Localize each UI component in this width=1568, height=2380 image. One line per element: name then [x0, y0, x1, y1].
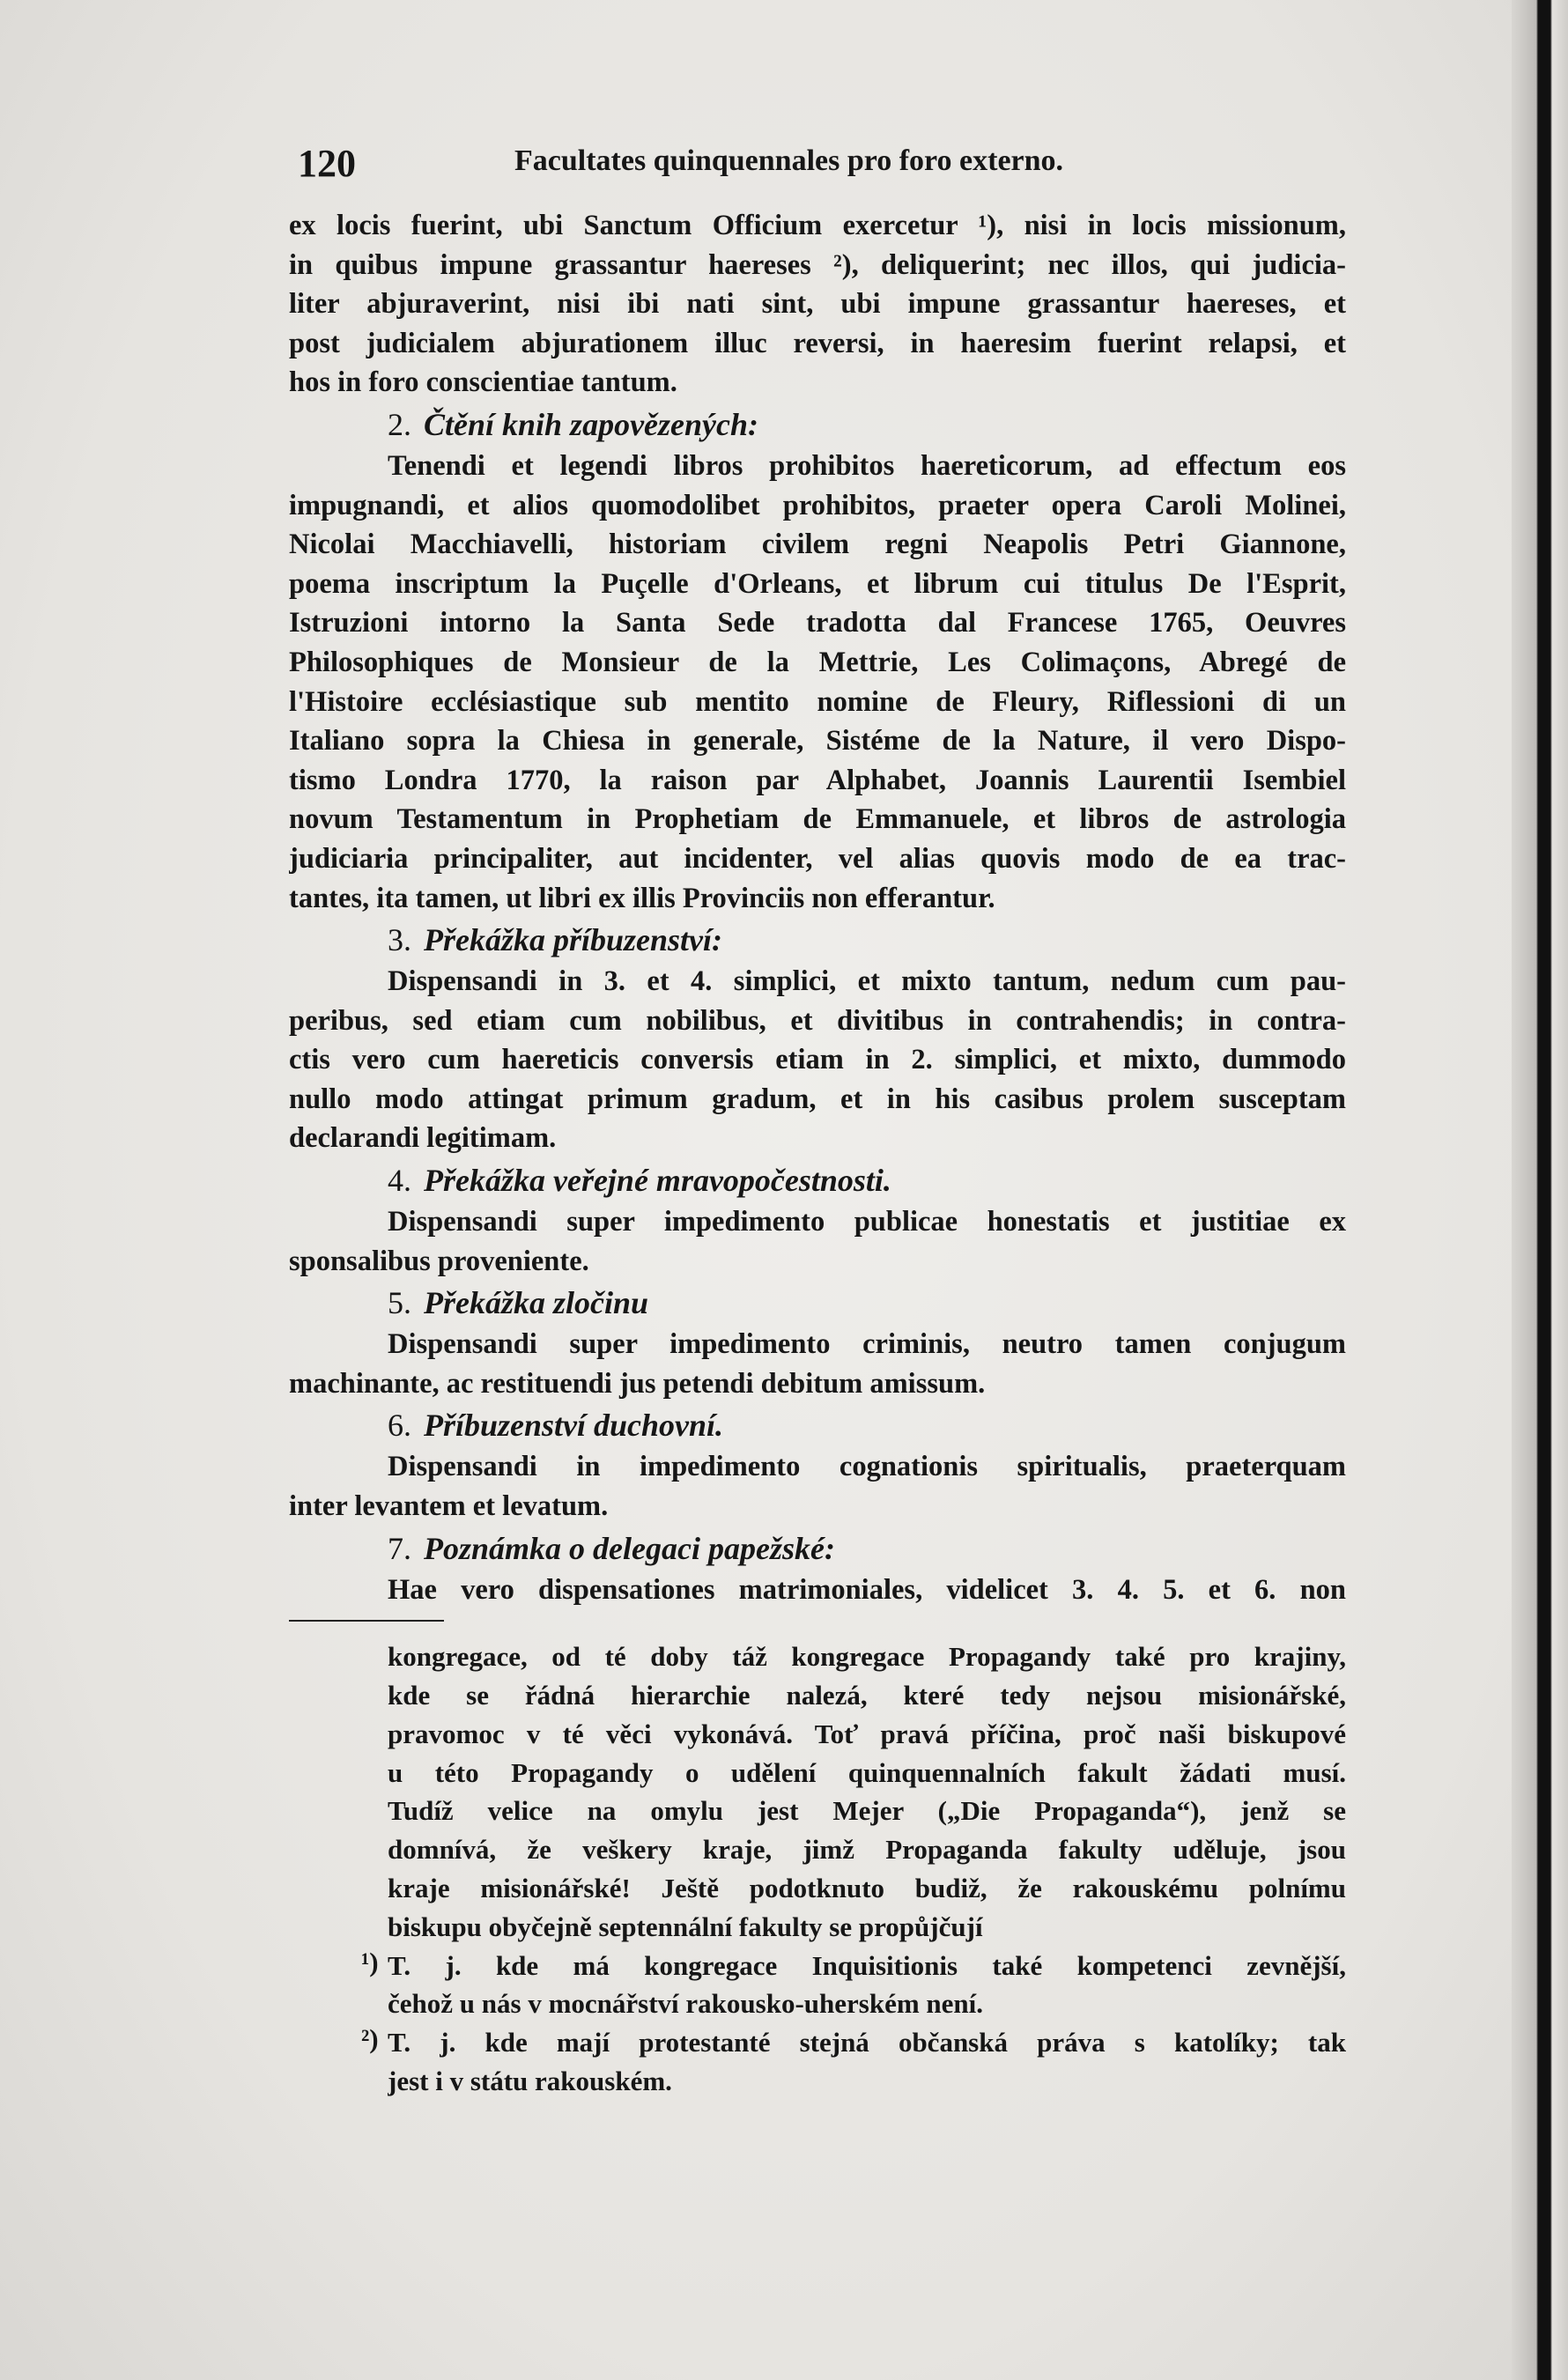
book-spine-edge	[1512, 0, 1568, 2380]
text-line: impugnandi, et alios quomodolibet prohibitos, praeter opera Caroli Molinei,	[289, 489, 1346, 521]
text-line: in quibus impune grassantur haereses ²), deliquerint; nec illos, qui judicia-	[289, 248, 1346, 281]
section-title: Překážka veřejné mravopočestnosti.	[424, 1163, 891, 1199]
text-line: post judicialem abjurationem illuc reversi, in haeresim fuerint relapsi, et	[289, 327, 1346, 359]
section-heading	[289, 1403, 1346, 1447]
footnote-line: kraje misionářské! Ještě podotknuto budiž, že rakouskému polnímu	[388, 1873, 1346, 1903]
text-line: nullo modo attingat primum gradum, et in his casibus prolem susceptam	[289, 1083, 1346, 1115]
section-6	[289, 1403, 1346, 1526]
section-3	[289, 918, 1346, 1158]
section-heading	[289, 1281, 1346, 1325]
page-content	[289, 141, 1346, 2101]
footnote-line: T. j. kde má kongregace Inquisitionis také kompetenci zevnější,	[388, 1949, 1346, 1981]
footnote-line: u této Propagandy o udělení quinquennalních fakult žádati musí.	[388, 1756, 1346, 1788]
footnote-line: Tudíž velice na omylu jest Mejer („Die Propaganda“), jenž se	[388, 1795, 1346, 1827]
footnote-line: jest i v státu rakouském.	[388, 2065, 672, 2096]
section-number: 5.	[388, 1285, 411, 1321]
footnote-index: ²)	[361, 2023, 379, 2055]
text-line: tantes, ita tamen, ut libri ex illis Provinciis non efferantur.	[289, 882, 995, 914]
page-header	[289, 141, 1346, 190]
section-title: Překážka příbuzenství:	[424, 922, 723, 958]
footnotes	[289, 1637, 1346, 2101]
text-line: hos in foro conscientiae tantum.	[289, 366, 677, 399]
text-line: Nicolai Macchiavelli, historiam civilem regni Neapolis Petri Giannone,	[289, 528, 1346, 561]
text-line: Dispensandi super impedimento publicae honestatis et justitiae ex	[388, 1206, 1346, 1238]
text-line: inter levantem et levatum.	[289, 1490, 609, 1523]
text-line: ctis vero cum haereticis conversis etiam in 2. simplici, et mixto, dummodo	[289, 1044, 1346, 1076]
text-line: sponsalibus proveniente.	[289, 1245, 589, 1277]
section-number: 6.	[388, 1408, 411, 1444]
text-line: l'Histoire ecclésiastique sub mentito nomine de Fleury, Riflessioni di un	[289, 685, 1346, 718]
text-line: Dispensandi in impedimento cognationis spiritualis, praeterquam	[388, 1451, 1346, 1483]
section-number: 7.	[388, 1530, 411, 1566]
text-line: Tenendi et legendi libros prohibitos haereticorum, ad effectum eos	[388, 449, 1346, 482]
section-number: 4.	[388, 1163, 411, 1199]
text-line: peribus, sed etiam cum nobilibus, et divitibus in contrahendis; in contra-	[289, 1004, 1346, 1037]
footnote-line: kde se řádná hierarchie nalezá, které tedy nejsou misionářské,	[388, 1680, 1346, 1711]
footnote-line: T. j. kde mají protestanté stejná občanská práva s katolíky; tak	[388, 2027, 1346, 2058]
section-7	[289, 1526, 1346, 1610]
footnote-line: čehož u nás v mocnářství rakousko-uherském není.	[388, 1988, 984, 2020]
section-title: Překážka zločinu	[424, 1285, 649, 1321]
section-number: 3.	[388, 922, 411, 958]
text-line: Dispensandi in 3. et 4. simplici, et mixto tantum, nedum cum pau-	[388, 965, 1346, 998]
section-number: 2.	[388, 406, 411, 442]
intro-paragraph	[289, 206, 1346, 403]
section-title: Příbuzenství duchovní.	[424, 1408, 724, 1444]
footnote-line: domnívá, že veškery kraje, jimž Propaganda fakulty uděluje, jsou	[388, 1834, 1346, 1866]
section-2	[289, 403, 1346, 918]
section-title: Čtění knih zapovězených:	[424, 406, 759, 442]
section-5	[289, 1281, 1346, 1403]
page-number: 120	[298, 142, 356, 185]
section-heading	[289, 403, 1346, 447]
text-line: tismo Londra 1770, la raison par Alphabet, Joannis Laurentii Isembiel	[289, 764, 1346, 796]
text-line: liter abjuraverint, nisi ibi nati sint, ubi impune grassantur haereses, et	[289, 288, 1346, 321]
footnote-line: pravomoc v té věci vykonává. Toť pravá příčina, proč naši biskupové	[388, 1718, 1346, 1749]
section-heading	[289, 918, 1346, 962]
text-line: poema inscriptum la Puçelle d'Orleans, et librum cui titulus De l'Esprit,	[289, 567, 1346, 600]
footnote-line: kongregace, od té doby táž kongregace Propagandy také pro krajiny,	[388, 1641, 1346, 1673]
section-4	[289, 1158, 1346, 1281]
footnote-line: biskupu obyčejně septennální fakulty se propůjčují	[388, 1911, 983, 1942]
text-line: Hae vero dispensationes matrimoniales, videlicet 3. 4. 5. et 6. non	[388, 1573, 1346, 1606]
text-line: Italiano sopra la Chiesa in generale, Sistéme de la Nature, il vero Dispo-	[289, 725, 1346, 758]
section-heading	[289, 1526, 1346, 1571]
footnote-1	[289, 1947, 1346, 2024]
section-title: Poznámka o delegaci papežské:	[424, 1530, 835, 1566]
text-line: declarandi legitimam.	[289, 1122, 557, 1155]
running-title: Facultates quinquennales pro foro externo.	[514, 144, 1064, 177]
text-line: judiciaria principaliter, aut incidenter, vel alias quovis modo de ea trac-	[289, 842, 1346, 875]
text-line: novum Testamentum in Prophetiam de Emmanuele, et libros de astrologia	[289, 803, 1346, 836]
text-line: ex locis fuerint, ubi Sanctum Officium exercetur ¹), nisi in locis missionum,	[289, 210, 1346, 241]
text-line: Dispensandi super impedimento criminis, neutro tamen conjugum	[388, 1328, 1346, 1361]
text-line: Istruzioni intorno la Santa Sede tradotta dal Francese 1765, Oeuvres	[289, 607, 1346, 639]
footnote-2	[289, 2023, 1346, 2101]
text-line: Philosophiques de Monsieur de la Mettrie, Les Colimaçons, Abregé de	[289, 646, 1346, 678]
footnote-index: ¹)	[361, 1946, 379, 1977]
footnote-separator	[289, 1620, 444, 1622]
section-heading	[289, 1158, 1346, 1202]
text-line: machinante, ac restituendi jus petendi debitum amissum.	[289, 1367, 986, 1400]
